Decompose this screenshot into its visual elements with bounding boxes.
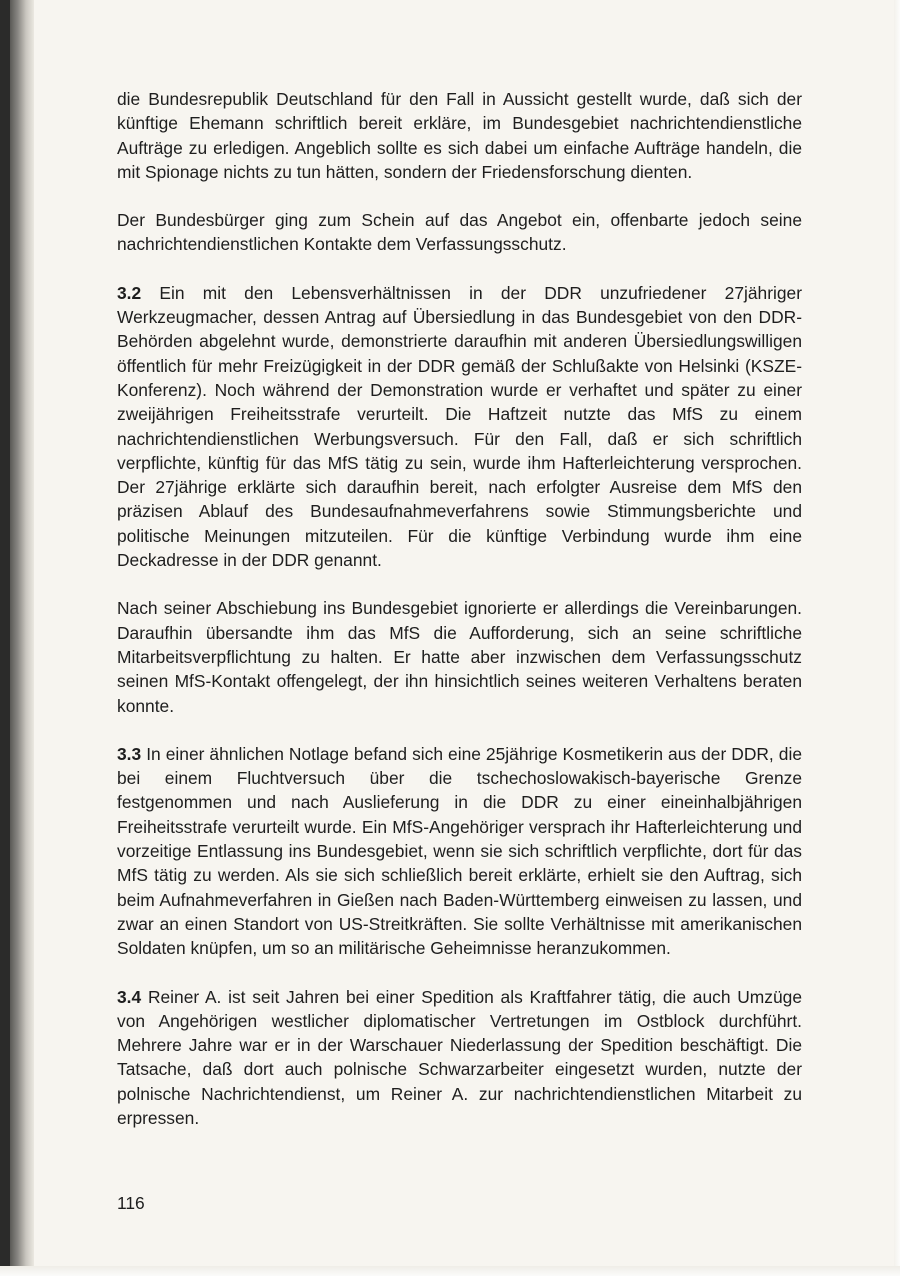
page-number: 116 xyxy=(117,1193,145,1213)
page-right-edge xyxy=(894,0,900,1276)
page-bottom-edge xyxy=(0,1266,900,1276)
section-number: 3.2 xyxy=(117,282,142,303)
paragraph-text: In einer ähnlichen Notlage befand sich eine 25jährige Kosmetikerin aus der DDR, die bei einem Fluchtversuch über die tschechoslowakisch-bayerische Grenze festgenommen und nach Auslieferung in die DDR zu einer eineinhalbjährigen Freiheitsstrafe verurteilt wurde. Ein MfS-Angehöriger versprach ihr Hafterleichterung und vorzeitige Entlassung ins Bundesgebiet, wenn sie sich schriftlich verpflichte, dort für das MfS tätig zu werden. Als sie sich schließlich bereit erklärte, erhielt sie den Auftrag, sich beim Aufnahmeverfahren in Gießen nach Baden-Württemberg einweisen zu lassen, und zwar an einen Standort von US-Streitkräften. Sie sollte Verhältnisse mit amerikanischen Soldaten knüpfen, um so an militärische Geheimnisse heranzukommen. xyxy=(117,743,802,959)
paragraph xyxy=(117,596,802,717)
paragraph-text: Nach seiner Abschiebung ins Bundesgebiet ignorierte er allerdings die Vereinbarungen. Daraufhin übersandte ihm das MfS die Aufforderung, sich an seine schriftliche Mitarbeitsverpflichtung zu halten. Er hatte aber inzwischen dem Verfassungsschutz seinen MfS-Kontakt offengelegt, der ihn hinsichtlich seines weiteren Verhaltens beraten konnte. xyxy=(117,598,802,716)
section-paragraph-3-2 xyxy=(117,281,802,573)
paragraph xyxy=(117,208,802,257)
section-number: 3.4 xyxy=(117,986,142,1007)
section-paragraph-3-3 xyxy=(117,742,802,961)
paragraph-text: Reiner A. ist seit Jahren bei einer Spedition als Kraftfahrer tätig, die auch Umzüge von Angehörigen westlicher diplomatischer Vertretungen im Ostblock durchführt. Mehrere Jahre war er in der Warschauer Niederlassung der Spedition beschäftigt. Die Tatsache, daß dort auch polnische Schwarzarbeiter eingesetzt wurden, nutzte der polnische Nachrichtendienst, um Reiner A. zur nachrichtendienstlichen Mitarbeit zu erpressen. xyxy=(117,986,802,1128)
paragraph-text: Der Bundesbürger ging zum Schein auf das Angebot ein, offenbarte jedoch seine nachrichtendienstlichen Kontakte dem Verfassungsschutz. xyxy=(117,210,802,255)
book-spine-edge xyxy=(0,0,10,1276)
section-paragraph-3-4 xyxy=(117,985,802,1131)
paragraph-text: Ein mit den Lebensverhältnissen in der DDR unzufriedener 27jähriger Werkzeugmacher, dessen Antrag auf Übersiedlung in das Bundesgebiet von den DDR-Behörden abgelehnt wurde, demonstrierte daraufhin mit anderen Übersiedlungswilligen öffentlich für mehr Freizügigkeit in der DDR gemäß der Schlußakte von Helsinki (KSZE-Konferenz). Noch während der Demonstration wurde er verhaftet und später zu einer zweijährigen Freiheitsstrafe verurteilt. Die Haftzeit nutzte das MfS zu einem nachrichtendienstlichen Werbungsversuch. Für den Fall, daß er sich schriftlich verpflichte, künftig für das MfS tätig zu sein, wurde ihm Hafterleichterung versprochen. Der 27jährige erklärte sich daraufhin bereit, nach erfolgter Ausreise dem MfS den präzisen Ablauf des Bundesaufnahmeverfahrens sowie Stimmungsberichte und politische Meinungen mitzuteilen. Für die künftige Verbindung wurde ihm eine Deckadresse in der DDR genannt. xyxy=(117,282,802,571)
body-text xyxy=(117,87,802,1154)
paragraph xyxy=(117,87,802,184)
section-number: 3.3 xyxy=(117,743,142,764)
paragraph-text: die Bundesrepublik Deutschland für den Fall in Aussicht gestellt wurde, daß sich der künftige Ehemann schriftlich bereit erkläre, im Bundesgebiet nachrichtendienstliche Aufträge zu erledigen. Angeblich sollte es sich dabei um einfache Aufträge handeln, die mit Spionage nichts zu tun hätten, sondern der Friedensforschung dienten. xyxy=(117,89,802,182)
